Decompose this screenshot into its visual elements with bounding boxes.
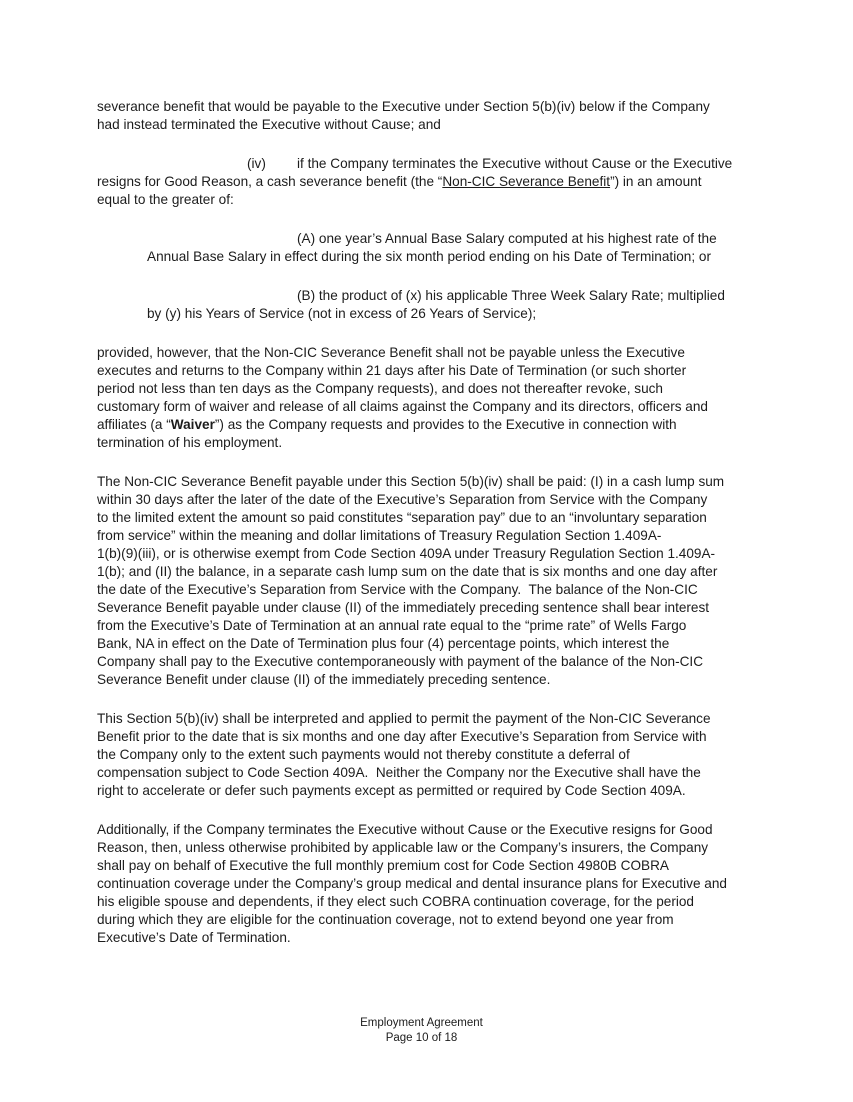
paragraph-line: executes and returns to the Company within 21 days after his Date of Termination (or such shorter [97,363,687,378]
paragraph-line: shall pay on behalf of Executive the full monthly premium cost for Code Section 4980B COBRA [97,858,669,873]
paragraph-line: Severance Benefit under clause (II) of the immediately preceding sentence. [97,672,551,687]
paragraph-line: This Section 5(b)(iv) shall be interpreted and applied to permit the payment of the Non-CIC Severance [97,711,711,726]
paragraph-line: Bank, NA in effect on the Date of Termination plus four (4) percentage points, which interest the [97,636,670,651]
paragraph-line: The Non-CIC Severance Benefit payable under this Section 5(b)(iv) shall be paid: (I) in a cash lump sum [97,474,725,489]
paragraph-line: Severance Benefit payable under clause (II) of the immediately preceding sentence shall bear interest [97,600,710,615]
paragraph-line: compensation subject to Code Section 409A. Neither the Company nor the Executive shall have the [97,765,701,780]
clause-marker: (iv) [247,156,266,171]
paragraph-line: from the Executive’s Date of Termination at an annual rate equal to the “prime rate” of Wells Fargo [97,618,687,633]
paragraph-line: Executive’s Date of Termination. [97,930,291,945]
paragraph-line: if the Company terminates the Executive without Cause or the Executive [297,156,733,171]
footer-page-number: Page 10 of 18 [385,1032,458,1044]
paragraph-line: Annual Base Salary in effect during the six month period ending on his Date of Termination; or [147,249,711,264]
defined-term: Non-CIC Severance Benefit [442,174,611,189]
paragraph-line: Reason, then, unless otherwise prohibited by applicable law or the Company’s insurers, the Company [97,840,709,855]
paragraph-line: severance benefit that would be payable to the Executive under Section 5(b)(iv) below if the Company [97,99,710,114]
paragraph-line: from service” within the meaning and dollar limitations of Treasury Regulation Section 1.409A- [97,528,662,543]
paragraph-line: Benefit prior to the date that is six months and one day after Executive’s Separation from Service with [97,729,707,744]
text-run: affiliates (a “ [97,417,171,432]
paragraph-line: to the limited extent the amount so paid constitutes “separation pay” due to an “involuntary separation [97,510,707,525]
paragraph-line: equal to the greater of: [97,192,234,207]
paragraph-line: during which they are eligible for the continuation coverage, not to extend beyond one year from [97,912,674,927]
text-run: ”) in an amount [610,174,702,189]
paragraph-line: by (y) his Years of Service (not in excess of 26 Years of Service); [147,306,537,321]
paragraph-line: the Company only to the extent such payments would not thereby constitute a deferral of [97,747,630,762]
paragraph-line: continuation coverage under the Company’s group medical and dental insurance plans for Executive and [97,876,727,891]
text-run: resigns for Good Reason, a cash severance benefit (the “ [97,174,443,189]
paragraph-line: 1(b)(9)(iii), or is otherwise exempt from Code Section 409A under Treasury Regulation Section 1.409A- [97,546,716,561]
paragraph-line: had instead terminated the Executive without Cause; and [97,117,441,132]
paragraph-line [97,416,677,434]
paragraph-line: Additionally, if the Company terminates the Executive without Cause or the Executive resigns for Good [97,822,713,837]
paragraph-line: Company shall pay to the Executive contemporaneously with payment of the balance of the Non-CIC [97,654,704,669]
paragraph-line: his eligible spouse and dependents, if they elect such COBRA continuation coverage, for the period [97,894,694,909]
defined-term: Waiver [170,417,215,432]
paragraph-line: customary form of waiver and release of all claims against the Company and its directors, officers and [97,399,708,414]
paragraph-line: termination of his employment. [97,435,283,450]
paragraph-line: within 30 days after the later of the date of the Executive’s Separation from Service with the Company [97,492,708,507]
text-run: ”) as the Company requests and provides to the Executive in connection with [214,417,677,432]
paragraph-line: provided, however, that the Non-CIC Severance Benefit shall not be payable unless the Executive [97,345,685,360]
paragraph-line: the date of the Executive’s Separation from Service with the Company. The balance of the Non-CIC [97,582,698,597]
paragraph-line [97,173,702,191]
paragraph-line: period not less than ten days as the Company requests), and does not thereafter revoke, such [97,381,663,396]
paragraph-line: (A) one year’s Annual Base Salary computed at his highest rate of the [297,231,717,246]
paragraph-line: 1(b); and (II) the balance, in a separate cash lump sum on the date that is six months and one day after [97,564,718,579]
paragraph-line: right to accelerate or defer such payments except as permitted or required by Code Section 409A. [97,783,686,798]
footer-title: Employment Agreement [360,1017,483,1029]
paragraph-line: (B) the product of (x) his applicable Three Week Salary Rate; multiplied [297,288,725,303]
